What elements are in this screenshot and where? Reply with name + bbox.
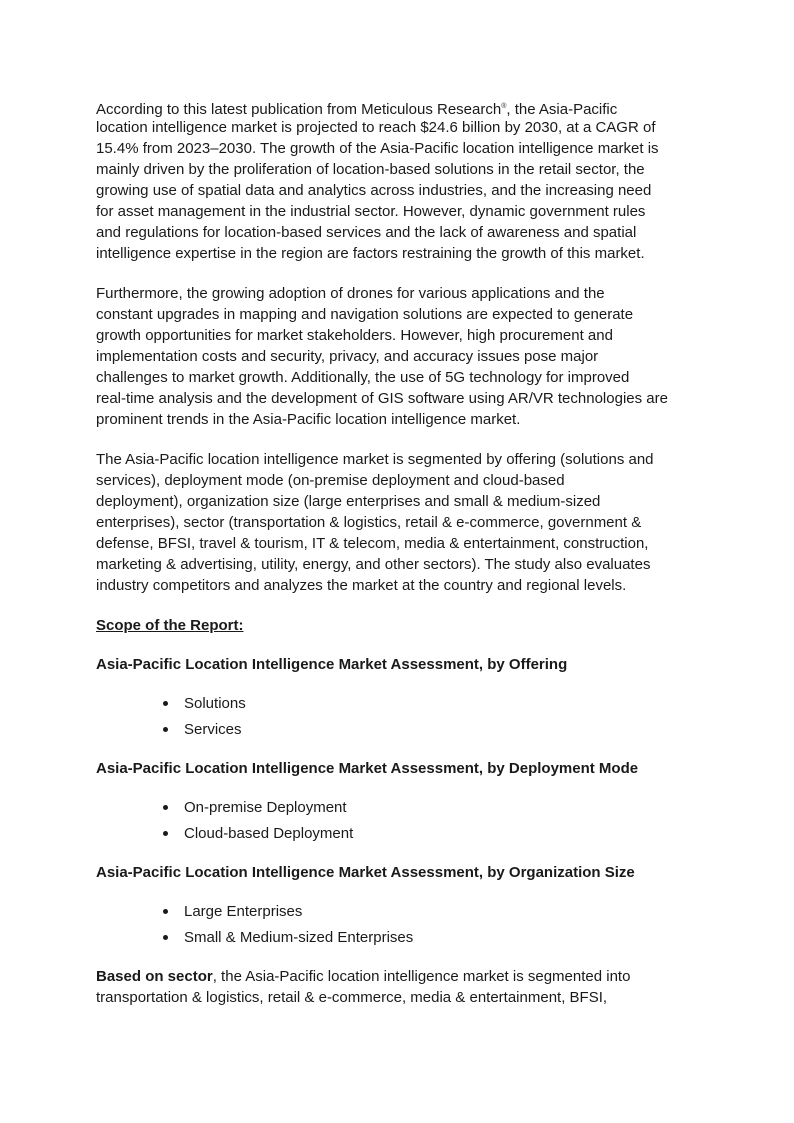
text-line: marketing & advertising, utility, energy, and other sectors). The study also evaluates: [96, 556, 651, 573]
list-item: On-premise Deployment: [184, 797, 706, 818]
text-line: Furthermore, the growing adoption of drones for various applications and the: [96, 285, 605, 302]
text-line: Based on sector, the Asia-Pacific location intelligence market is segmented into: [96, 968, 631, 985]
text-line: mainly driven by the proliferation of location-based solutions in the retail sector, the: [96, 161, 645, 178]
text-line: The Asia-Pacific location intelligence market is segmented by offering (solutions and: [96, 451, 654, 468]
text-line: challenges to market growth. Additionally, the use of 5G technology for improved: [96, 369, 630, 386]
text-line: growing use of spatial data and analytics across industries, and the increasing need: [96, 182, 652, 199]
organization-size-list: [96, 901, 706, 948]
text-line: location intelligence market is projected to reach $24.6 billion by 2030, at a CAGR of: [96, 119, 656, 136]
text-line: intelligence expertise in the region are factors restraining the growth of this market.: [96, 245, 645, 262]
list-item: Large Enterprises: [184, 901, 706, 922]
list-item: Solutions: [184, 693, 706, 714]
sector-bold-lead: Based on sector: [96, 968, 213, 985]
document-page: [96, 96, 706, 1027]
offering-list: [96, 693, 706, 740]
text-line: and regulations for location-based services and the lack of awareness and spatial: [96, 224, 637, 241]
text-line: 15.4% from 2023–2030. The growth of the Asia-Pacific location intelligence market is: [96, 140, 659, 157]
paragraph-sector: [96, 966, 706, 1008]
text-line: services), deployment mode (on-premise deployment and cloud-based: [96, 472, 565, 489]
paragraph-intro: [96, 96, 706, 264]
text-line: deployment), organization size (large enterprises and small & medium-sized: [96, 493, 601, 510]
text-line: constant upgrades in mapping and navigation solutions are expected to generate: [96, 306, 634, 323]
list-item: Services: [184, 719, 706, 740]
text-line: enterprises), sector (transportation & logistics, retail & e-commerce, government &: [96, 514, 642, 531]
text-line: growth opportunities for market stakeholders. However, high procurement and: [96, 327, 613, 344]
paragraph-opportunities: [96, 283, 706, 430]
section-heading-organization-size: Asia-Pacific Location Intelligence Market Assessment, by Organization Size: [96, 864, 635, 881]
text-line: According to this latest publication from Meticulous Research®, the Asia-Pacific: [96, 101, 618, 118]
text-line: prominent trends in the Asia-Pacific location intelligence market.: [96, 411, 521, 428]
list-item: Cloud-based Deployment: [184, 823, 706, 844]
text-line: implementation costs and security, privacy, and accuracy issues pose major: [96, 348, 599, 365]
section-heading-deployment: Asia-Pacific Location Intelligence Market Assessment, by Deployment Mode: [96, 760, 639, 777]
list-item: Small & Medium-sized Enterprises: [184, 927, 706, 948]
text-line: industry competitors and analyzes the market at the country and regional levels.: [96, 577, 627, 594]
text-line: transportation & logistics, retail & e-commerce, media & entertainment, BFSI,: [96, 989, 608, 1006]
scope-title: Scope of the Report:: [96, 617, 244, 634]
section-heading-offering: Asia-Pacific Location Intelligence Market Assessment, by Offering: [96, 656, 568, 673]
text-line: real-time analysis and the development of GIS software using AR/VR technologies are: [96, 390, 668, 407]
deployment-list: [96, 797, 706, 844]
text-line: defense, BFSI, travel & tourism, IT & telecom, media & entertainment, construction,: [96, 535, 649, 552]
paragraph-segmentation: [96, 449, 706, 596]
text-line: for asset management in the industrial sector. However, dynamic government rules: [96, 203, 646, 220]
